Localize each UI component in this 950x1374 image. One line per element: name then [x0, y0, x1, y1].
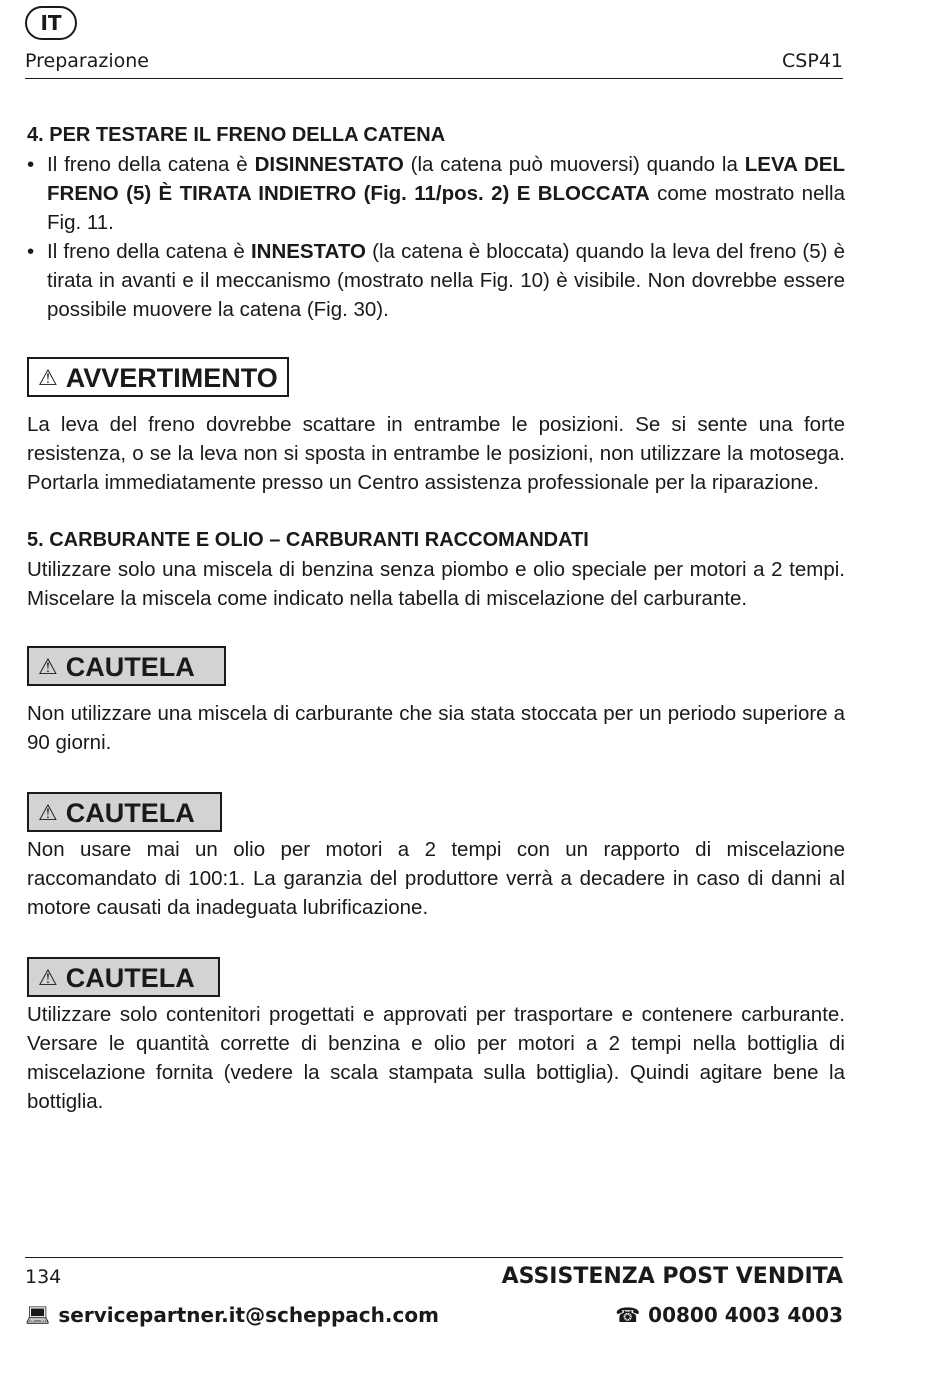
section-4-list — [27, 150, 845, 324]
text-run: Il freno della catena è — [47, 153, 255, 176]
caution-text: Utilizzare solo contenitori progettati e approvati per trasportare e contenere carburante. Versare le quantità corrette di benzina e olio per motori a 2 tempi nella bottiglia di miscelazione fornita (vedere la scala stampata sulla bottiglia). Quindi agitare bene la bottiglia. — [27, 1003, 845, 1113]
caution-label: CAUTELA — [65, 652, 195, 682]
email-address[interactable]: servicepartner.it@scheppach.com — [58, 1303, 439, 1327]
phone-icon: ☎ — [615, 1303, 641, 1327]
section-name: Preparazione — [25, 50, 149, 72]
language-code: IT — [40, 11, 62, 35]
section-5-text: Utilizzare solo una miscela di benzina senza piombo e olio speciale per motori a 2 tempi. Miscelare la miscela come indicato nella tabella di miscelazione del carburante. — [27, 558, 845, 610]
warning-box — [27, 357, 289, 397]
model-name: CSP41 — [782, 50, 843, 72]
caution-label: CAUTELA — [65, 798, 195, 828]
caution-box — [27, 646, 226, 686]
page-content — [27, 121, 845, 1116]
text-run: (la catena può muoversi) quando la — [403, 153, 745, 176]
section-4-title: 4. PER TESTARE IL FRENO DELLA CATENA — [27, 124, 446, 146]
warning-icon: ⚠ — [38, 801, 58, 826]
text-run: DISINNESTATO — [254, 153, 404, 176]
caution-text: Non utilizzare una miscela di carburante che sia stata stoccata per un periodo superiore a 90 giorni. — [27, 702, 845, 754]
caution-box — [27, 792, 222, 832]
text-run: INNESTATO — [250, 240, 366, 263]
text-run: LEVA DEL FRENO (5) È TIRATA INDIETRO (Fig. 11/pos. 2) E BLOCCATA — [47, 153, 846, 205]
laptop-icon: 💻︎ — [25, 1303, 51, 1327]
caution-label: CAUTELA — [65, 963, 195, 993]
warning-icon: ⚠ — [38, 366, 58, 391]
bullet-icon: • — [27, 153, 35, 176]
page-header — [25, 48, 843, 79]
text-run: Il freno della catena è — [47, 240, 251, 263]
warning-text: La leva del freno dovrebbe scattare in entrambe le posizioni. Se si sente una forte resistenza, o se la leva non si sposta in entrambe le posizioni, non utilizzare la motosega. Portarla immediatamente presso un Centro assistenza professionale per la riparazione. — [27, 413, 845, 494]
language-badge — [25, 6, 77, 40]
caution-box — [27, 957, 220, 997]
caution-text: Non usare mai un olio per motori a 2 tempi con un rapporto di miscelazione raccomandato di 100:1. La garanzia del produttore verrà a decadere in caso di danni al motore causati da inadeguata lubrificazione. — [27, 838, 845, 919]
footer-email — [25, 1303, 439, 1327]
text-run: come mostrato nella Fig. 11. — [47, 182, 845, 234]
list-item — [27, 150, 845, 237]
warning-icon: ⚠ — [38, 966, 58, 991]
footer-phone — [615, 1303, 843, 1327]
warning-icon: ⚠ — [38, 655, 58, 680]
footer-divider — [25, 1257, 843, 1258]
list-item — [27, 237, 845, 324]
warning-label: AVVERTIMENTO — [65, 363, 278, 393]
service-title: ASSISTENZA POST VENDITA — [501, 1264, 843, 1289]
phone-number[interactable]: 00800 4003 4003 — [648, 1303, 843, 1327]
section-5-title: 5. CARBURANTE E OLIO – CARBURANTI RACCOMANDATI — [27, 529, 589, 551]
page-number: 134 — [25, 1266, 62, 1288]
bullet-icon: • — [27, 240, 35, 263]
text-run: (la catena è bloccata) quando la leva del freno (5) è tirata in avanti e il meccanismo (mostrato nella Fig. 10) è visibile. Non dovrebbe essere possibile muovere la catena (Fig. 30). — [47, 240, 845, 321]
